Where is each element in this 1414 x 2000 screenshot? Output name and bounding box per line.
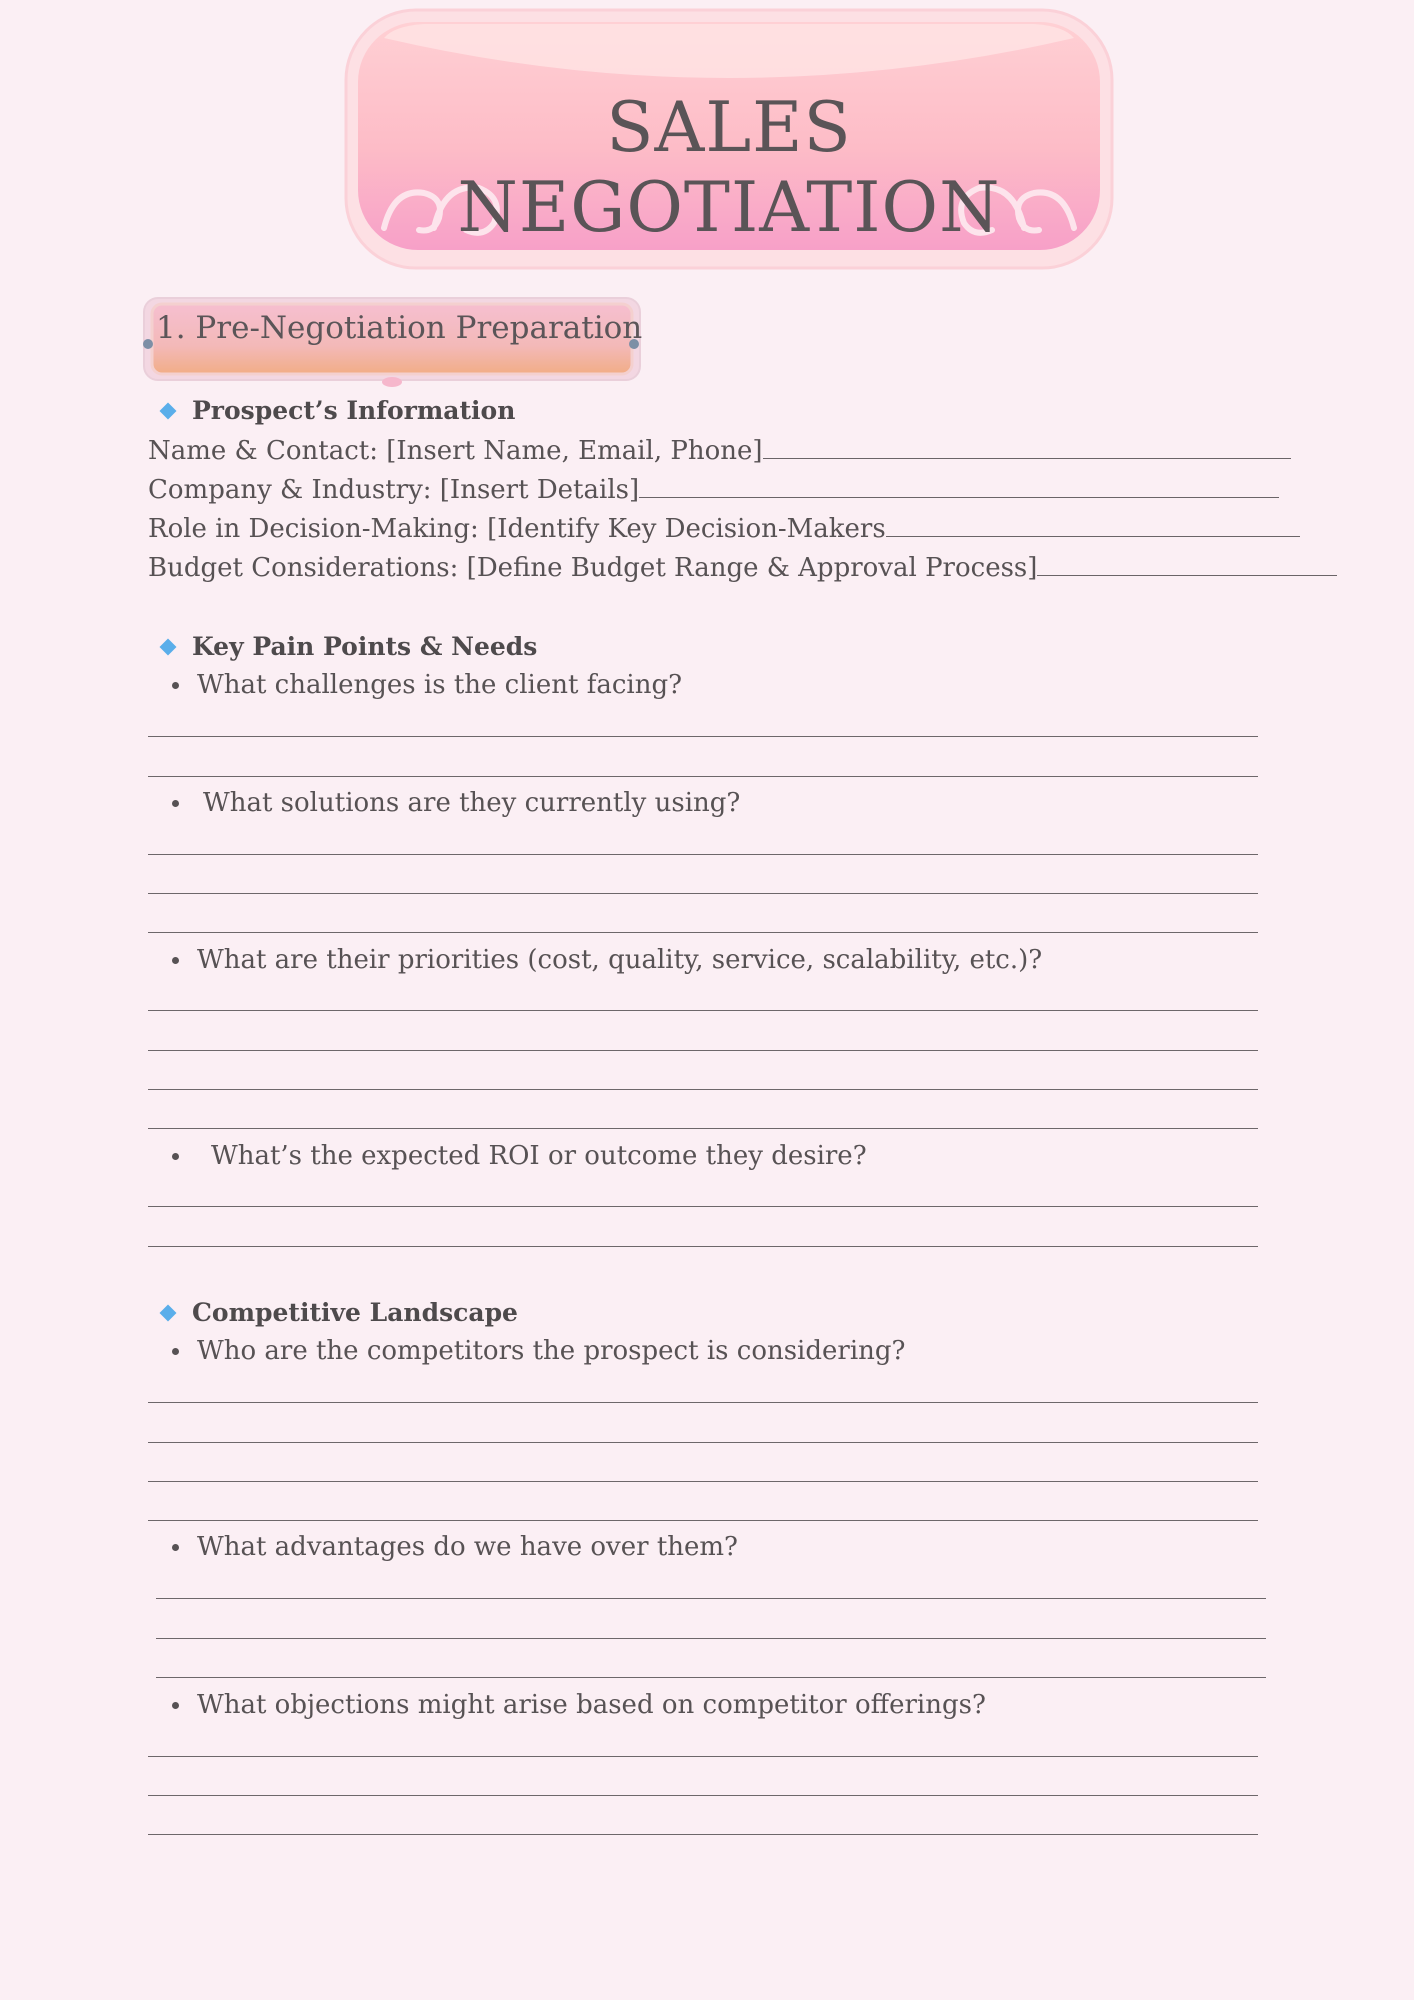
section-badge bbox=[142, 296, 642, 392]
page-title: SALES NEGOTIATION bbox=[457, 88, 1001, 248]
answer-line[interactable] bbox=[148, 1795, 1258, 1796]
bullet-dot-icon bbox=[172, 1544, 179, 1551]
answer-line[interactable] bbox=[148, 1206, 1258, 1207]
bullet-dot-icon bbox=[172, 957, 179, 964]
competitive-heading: Competitive Landscape bbox=[154, 1298, 518, 1327]
answer-line[interactable] bbox=[148, 1442, 1258, 1443]
bullet-dot-icon bbox=[172, 800, 179, 807]
answer-line[interactable] bbox=[148, 776, 1258, 777]
pain-question-1: What challenges is the client facing? bbox=[172, 670, 682, 700]
competitive-question-3: What objections might arise based on competitor offerings? bbox=[172, 1690, 986, 1720]
answer-line[interactable] bbox=[148, 1481, 1258, 1482]
answer-line[interactable] bbox=[148, 1010, 1258, 1011]
prospect-field-role[interactable]: Role in Decision-Making: [Identify Key Decision-Makers bbox=[148, 512, 1300, 544]
section-title: 1. Pre-Negotiation Preparation bbox=[156, 310, 643, 346]
answer-line[interactable] bbox=[148, 1050, 1258, 1051]
competitive-question-2: What advantages do we have over them? bbox=[172, 1532, 738, 1562]
bullet-dot-icon bbox=[172, 682, 179, 689]
bullet-dot-icon bbox=[172, 1702, 179, 1709]
answer-line[interactable] bbox=[148, 1128, 1258, 1129]
answer-line[interactable] bbox=[156, 1598, 1266, 1599]
diamond-bullet-icon bbox=[160, 638, 177, 655]
answer-line[interactable] bbox=[148, 893, 1258, 894]
answer-line[interactable] bbox=[148, 1834, 1258, 1835]
pain-question-4: What’s the expected ROI or outcome they desire? bbox=[172, 1141, 867, 1171]
pain-question-2: What solutions are they currently using? bbox=[172, 788, 740, 818]
prospect-field-company[interactable]: Company & Industry: [Insert Details] bbox=[148, 473, 1279, 505]
answer-line[interactable] bbox=[148, 736, 1258, 737]
pain-question-3: What are their priorities (cost, quality, service, scalability, etc.)? bbox=[172, 945, 1042, 975]
answer-line[interactable] bbox=[148, 1520, 1258, 1521]
diamond-bullet-icon bbox=[160, 1304, 177, 1321]
answer-line[interactable] bbox=[148, 1402, 1258, 1403]
pain-points-heading: Key Pain Points & Needs bbox=[154, 632, 537, 661]
bullet-dot-icon bbox=[172, 1153, 179, 1160]
answer-line[interactable] bbox=[156, 1638, 1266, 1639]
answer-line[interactable] bbox=[148, 1246, 1258, 1247]
diamond-bullet-icon bbox=[160, 402, 177, 419]
answer-line[interactable] bbox=[148, 1089, 1258, 1090]
competitive-question-1: Who are the competitors the prospect is considering? bbox=[172, 1336, 905, 1366]
title-banner bbox=[344, 8, 1114, 270]
prospect-heading: Prospect’s Information bbox=[154, 396, 515, 425]
bullet-dot-icon bbox=[172, 1348, 179, 1355]
answer-line[interactable] bbox=[148, 854, 1258, 855]
answer-line[interactable] bbox=[148, 1756, 1258, 1757]
prospect-field-budget[interactable]: Budget Considerations: [Define Budget Range & Approval Process] bbox=[148, 551, 1337, 583]
answer-line[interactable] bbox=[148, 932, 1258, 933]
prospect-field-name[interactable]: Name & Contact: [Insert Name, Email, Phone] bbox=[148, 434, 1291, 466]
answer-line[interactable] bbox=[156, 1677, 1266, 1678]
